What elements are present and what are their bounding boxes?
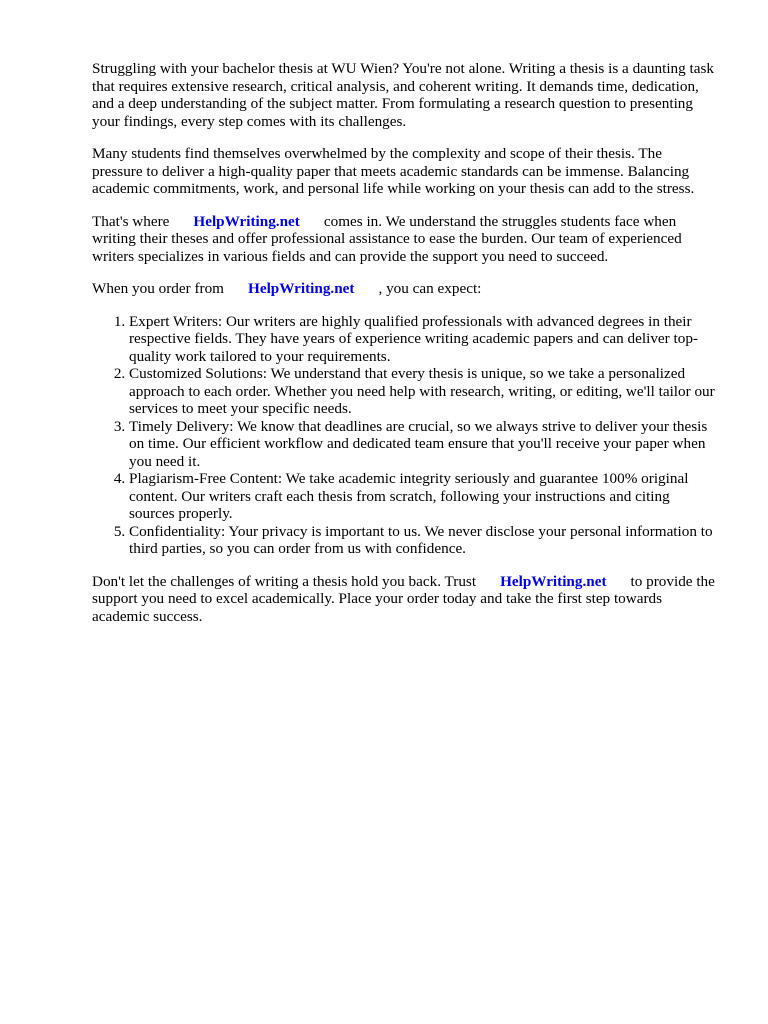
helpwriting-link-1[interactable]: HelpWriting.net: [193, 212, 300, 230]
helpwriting-link-2[interactable]: HelpWriting.net: [248, 280, 355, 297]
intro-paragraph: Struggling with your bachelor thesis at WU Wien? You're not alone. Writing a thesis is a daunting task that requires extensive research, critical analysis, and coherent writing. It demands time, dedication, and a deep understanding of the subject matter. From formulating a research question to presenting your findings, every step comes with its challenges.: [92, 60, 715, 130]
list-item: 4. Plagiarism-Free Content: We take academic integrity seriously and guarantee 100% original content. Our writers craft each thesis from scratch, following your instructions and citing sources properly.: [129, 470, 716, 523]
order-paragraph: [92, 280, 716, 298]
order-text-after: , you can expect:: [378, 280, 482, 297]
list-item: 2. Customized Solutions: We understand that every thesis is unique, so we take a personalized approach to each order. Whether you need help with research, writing, or editing, we'll tailor our services to meet your specific needs.: [129, 365, 716, 418]
order-text-before: When you order from: [92, 280, 225, 297]
closing-text-before: Don't let the challenges of writing a thesis hold you back. Trust: [92, 572, 477, 590]
closing-text-after: to provide the support you need to excel academically. Place your order today and take the first step towards academic success.: [92, 572, 715, 625]
solution-paragraph: [92, 213, 716, 266]
solution-text-after: comes in. We understand the struggles students face when writing their theses and offer professional assistance to ease the burden. Our team of experienced writers specializes in various fields and can provide the support you need to succeed.: [92, 212, 682, 265]
list-item: 5. Confidentiality: Your privacy is important to us. We never disclose your personal information to third parties, so you can order from us with confidence.: [129, 523, 716, 558]
closing-paragraph: [92, 573, 716, 626]
document-page: [92, 60, 716, 640]
helpwriting-link-3[interactable]: HelpWriting.net: [500, 572, 607, 590]
problem-paragraph: Many students find themselves overwhelmed by the complexity and scope of their thesis. The pressure to deliver a high-quality paper that meets academic standards can be immense. Balancing academic commitments, work, and personal life while working on your thesis can add to the stress.: [92, 145, 695, 197]
solution-text-before: That's where: [92, 212, 170, 230]
list-item: 1. Expert Writers: Our writers are highly qualified professionals with advanced degrees in their respective fields. They have years of experience writing academic papers and can deliver top-quality work tailored to your requirements.: [129, 313, 716, 366]
list-item: 3. Timely Delivery: We know that deadlines are crucial, so we always strive to deliver your thesis on time. Our efficient workflow and dedicated team ensure that you'll receive your paper when you need it.: [129, 418, 716, 471]
benefits-list: [92, 313, 716, 558]
